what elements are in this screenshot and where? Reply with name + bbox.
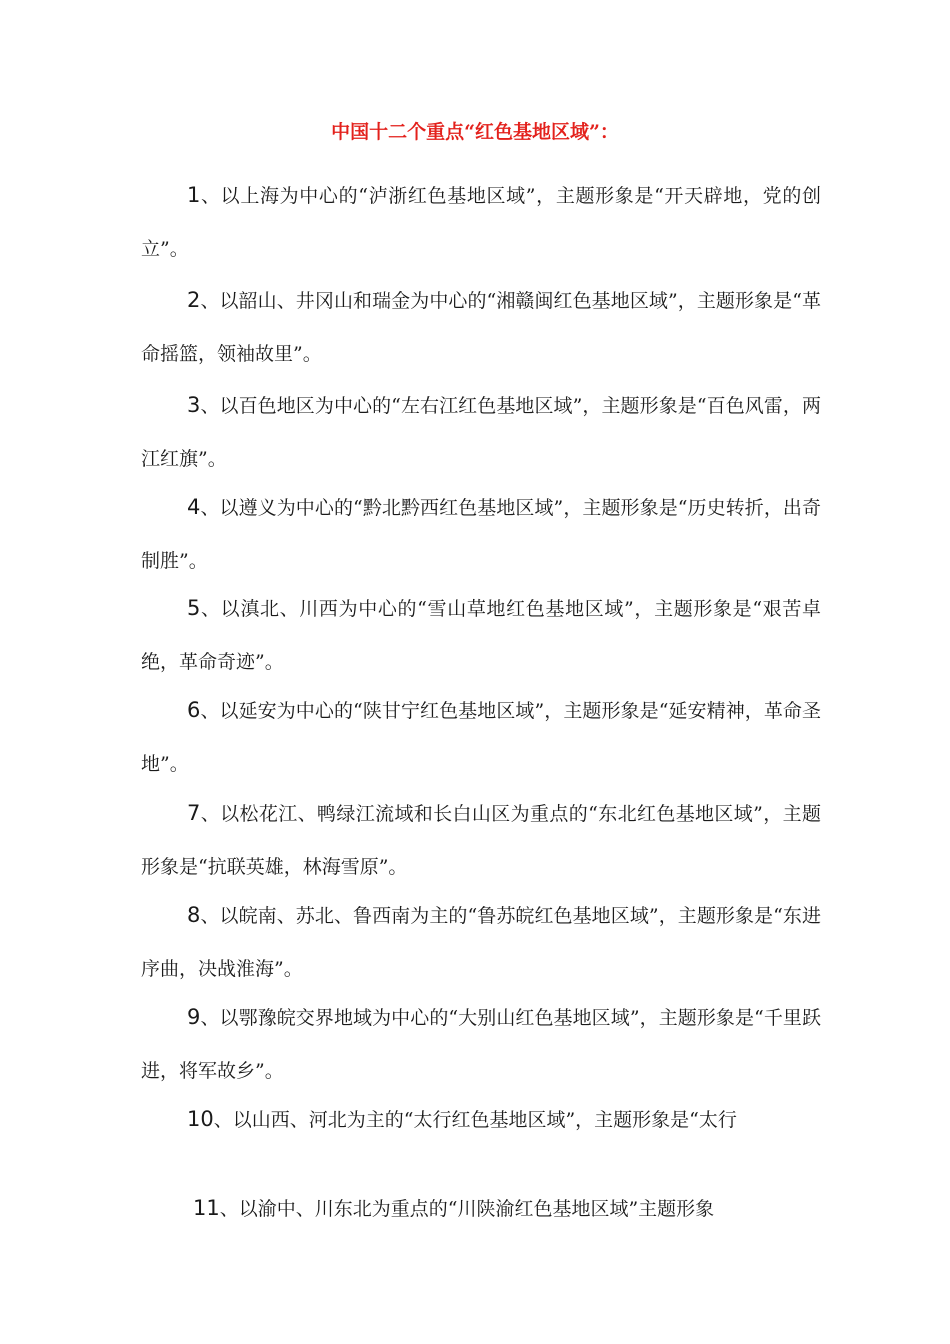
list-item xyxy=(141,1093,821,1147)
list-item xyxy=(147,1182,827,1236)
item-text: 、以滇北、川西为中心的“雪山草地红色基地区域”，主题形象是“艰苦卓绝，革命奇迹”。 xyxy=(141,598,821,673)
list-item xyxy=(141,787,821,894)
item-number: 11 xyxy=(193,1196,220,1220)
item-text: 、以百色地区为中心的“左右江红色基地区域”，主题形象是“百色风雷，两江红旗”。 xyxy=(141,395,821,470)
item-number: 2 xyxy=(187,288,201,312)
item-text: 、以松花江、鸭绿江流域和长白山区为重点的“东北红色基地区域”，主题形象是“抗联英雄，林海雪原”。 xyxy=(141,803,821,878)
item-text: 、以皖南、苏北、鲁西南为主的“鲁苏皖红色基地区域”，主题形象是“东进序曲，决战淮海”。 xyxy=(141,905,821,980)
item-number: 10 xyxy=(187,1107,214,1131)
item-text: 、以延安为中心的“陕甘宁红色基地区域”，主题形象是“延安精神，革命圣地”。 xyxy=(141,700,821,775)
item-number: 8 xyxy=(187,903,201,927)
item-number: 5 xyxy=(187,596,201,620)
item-text: 、以鄂豫皖交界地域为中心的“大别山红色基地区域”，主题形象是“千里跃进，将军故乡”。 xyxy=(141,1007,821,1082)
list-item xyxy=(141,582,821,689)
list-item xyxy=(141,481,821,588)
item-number: 4 xyxy=(187,495,201,519)
list-item xyxy=(141,169,821,276)
item-text: 、以韶山、井冈山和瑞金为中心的“湘赣闽红色基地区域”，主题形象是“革命摇篮，领袖故里”。 xyxy=(141,290,821,365)
list-item xyxy=(141,889,821,996)
document-title: 中国十二个重点“红色基地区域”： xyxy=(331,121,619,143)
item-number: 7 xyxy=(187,801,201,825)
list-item xyxy=(141,991,821,1098)
item-text: 、以上海为中心的“泸浙红色基地区域”，主题形象是“开天辟地，党的创立”。 xyxy=(141,185,821,260)
item-text: 、以山西、河北为主的“太行红色基地区域”，主题形象是“太行 xyxy=(213,1109,737,1131)
item-number: 9 xyxy=(187,1005,201,1029)
list-item xyxy=(141,684,821,791)
item-number: 1 xyxy=(187,183,201,207)
item-text: 、以遵义为中心的“黔北黔西红色基地区域”，主题形象是“历史转折，出奇制胜”。 xyxy=(141,497,821,572)
item-text: 、以渝中、川东北为重点的“川陕渝红色基地区域”主题形象 xyxy=(219,1198,715,1220)
item-number: 6 xyxy=(187,698,201,722)
item-number: 3 xyxy=(187,393,201,417)
list-item xyxy=(141,379,821,486)
list-item xyxy=(141,274,821,381)
